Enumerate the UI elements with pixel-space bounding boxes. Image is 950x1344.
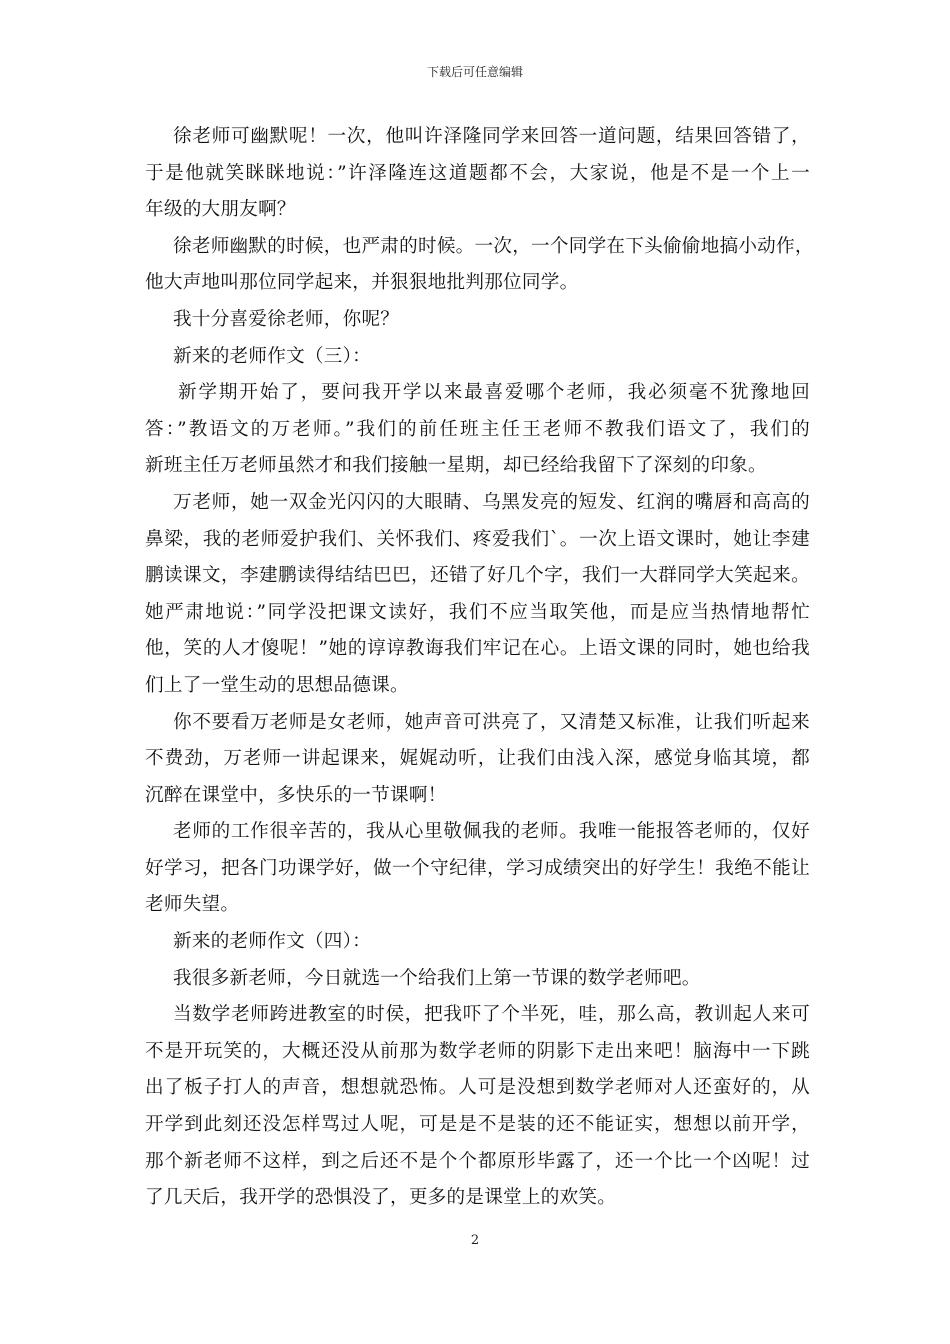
text-line: 不费劲，万老师一讲起课来，娓娓动听，让我们由浅入深，感觉身临其境，都 (145, 748, 810, 770)
text-line: 万老师，她一双金光闪闪的大眼睛、乌黑发亮的短发、红润的嘴唇和高高的 (173, 491, 810, 513)
text-line: 新来的老师作文（三）： (173, 345, 371, 367)
text-line: 徐老师可幽默呢！一次，他叫许泽隆同学来回答一道问题，结果回答错了， (173, 126, 810, 147)
text-line: 我十分喜爱徐老师，你呢？ (173, 308, 400, 330)
text-line: 了几天后，我开学的恐惧没了，更多的是课堂上的欢笑。 (145, 1187, 617, 1209)
text-line: 们上了一堂生动的思想品德课。 (145, 674, 409, 696)
text-line: 答：”教语文的万老师。”我们的前任班主任王老师不教我们语文了，我们的 (145, 418, 810, 440)
text-line: 新来的老师作文（四）： (173, 931, 371, 953)
text-line: 年级的大朋友啊？ (145, 199, 296, 221)
text-line: 那个新老师不这样，到之后还不是个个都原形毕露了，还一个比一个凶呢！过 (145, 1150, 810, 1172)
text-line: 你不要看万老师是女老师，她声音可洪亮了，又清楚又标准，让我们听起来 (173, 711, 810, 733)
text-line: 新学期开始了，要问我开学以来最喜爱哪个老师，我必须毫不犹豫地回 (178, 382, 810, 404)
text-line: 不是开玩笑的，大概还没从前那为数学老师的阴影下走出来吧！脑海中一下跳 (145, 1040, 810, 1062)
text-line: 他，笑的人才傻呢！”她的谆谆教诲我们牢记在心。上语文课的同时，她也给我 (145, 638, 810, 660)
text-line: 鹏读课文，李建鹏读得结结巴巴，还错了好几个字，我们一大群同学大笑起来。 (145, 565, 810, 587)
text-line: 当数学老师跨进教室的时侯，把我吓了个半死，哇，那么高，教训起人来可 (173, 1004, 810, 1026)
document-body (145, 119, 814, 1217)
text-line: 出了板子打人的声音，想想就恐怖。人可是没想到数学老师对人还蛮好的，从 (145, 1077, 810, 1099)
text-line: 好学习，把各门功课学好，做一个守纪律，学习成绩突出的好学生！我绝不能让 (145, 857, 810, 879)
page-number: 2 (470, 1233, 480, 1248)
text-line: 于是他就笑眯眯地说：”许泽隆连这道题都不会，大家说，他是不是一个上一 (145, 162, 810, 184)
page-header: 下载后可任意编辑 (426, 65, 523, 79)
text-line: 鼻梁，我的老师爱护我们、关怀我们、疼爱我们`。一次上语文课时，她让李建 (145, 528, 810, 550)
text-line: 徐老师幽默的时候，也严肃的时候。一次，一个同学在下头偷偷地搞小动作， (173, 235, 814, 257)
text-line: 老师失望。 (145, 894, 240, 916)
text-line: 新班主任万老师虽然才和我们接触一星期，却已经给我留下了深刻的印象。 (145, 455, 767, 477)
text-line: 她严肃地说：”同学没把课文读好，我们不应当取笑他，而是应当热情地帮忙 (145, 601, 810, 623)
text-line: 开学到此刻还没怎样骂过人呢，可是是不是装的还不能证实，想想以前开学， (145, 1114, 810, 1136)
text-line: 沉醉在课堂中，多快乐的一节课啊！ (145, 784, 447, 806)
text-line: 老师的工作很辛苦的，我从心里敬佩我的老师。我唯一能报答老师的，仅好 (173, 821, 810, 843)
text-line: 他大声地叫那位同学起来，并狠狠地批判那位同学。 (145, 272, 579, 294)
text-line: 我很多新老师，今日就选一个给我们上第一节课的数学老师吧。 (173, 967, 701, 989)
